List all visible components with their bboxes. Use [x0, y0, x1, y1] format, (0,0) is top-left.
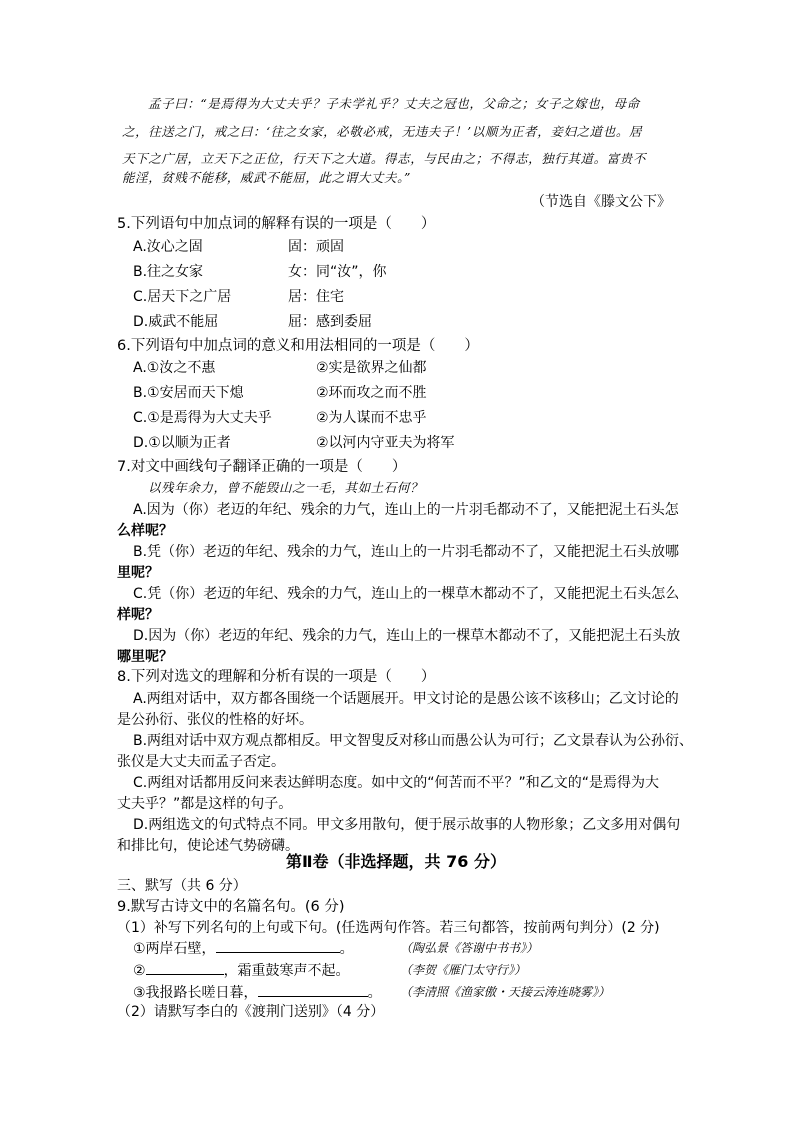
q8-option-c-line-1: C.两组对话都用反问来表达鲜明态度。如中文的“何苦而不平？”和乙文的“是焉得为大 — [133, 775, 659, 791]
q6-option-b-1: B.①安居而天下熄 — [133, 385, 244, 401]
q5-option-c-explain: 居：住宅 — [288, 289, 344, 305]
q7-option-a-line-1: A.因为（你）老迈的年纪、残余的力气，连山上的一片羽毛都动不了，又能把泥土石头怎 — [133, 502, 679, 518]
q6-option-d-1: D.①以顺为正者 — [133, 435, 231, 451]
q5-option-b-explain: 女：同“汝”，你 — [288, 264, 387, 280]
q7-option-c-line-1: C.凭（你）老迈的年纪、残余的力气，连山上的一棵草木都动不了，又能把泥土石头怎么 — [133, 586, 680, 602]
q6-option-d-2: ②以河内守亚夫为将军 — [316, 435, 455, 451]
q9-item-1 — [133, 938, 354, 959]
q9-item-2-pre: ② — [133, 963, 146, 979]
q5-option-a-explain: 固：顽固 — [288, 239, 344, 255]
q7-stem: 7.对文中画线句子翻译正确的一项是（ ） — [117, 459, 407, 475]
q8-stem: 8.下列对选文的理解和分析有误的一项是（ ） — [117, 669, 436, 685]
q6-option-c-2: ②为人谋而不忠乎 — [316, 410, 427, 426]
q8-option-b-line-2: 张仪是大丈夫而孟子否定。 — [117, 754, 285, 770]
q9-item-2-post: ，霜重鼓寒声不起。 — [223, 963, 350, 979]
q5-option-d-explain: 屈：感到委屈 — [288, 314, 372, 330]
q9-item-1-blank[interactable] — [216, 938, 340, 953]
passage-line-4: 能淫，贫贱不能移，威武不能屈，此之谓大丈夫。” — [122, 170, 411, 185]
q9-item-2-blank[interactable] — [146, 960, 224, 975]
q9-item-1-source: （陶弘景《答谢中书书》） — [400, 941, 539, 955]
q9-item-1-post: 。 — [339, 941, 354, 957]
q9-item-2 — [133, 960, 350, 981]
q7-option-a-line-2: 么样呢？ — [117, 523, 173, 539]
q6-option-a-1: A.①汝之不惠 — [133, 360, 216, 376]
q6-option-b-2: ②环而攻之而不胜 — [316, 385, 427, 401]
q9-item-2-source: （李贺《雁门太守行》） — [400, 963, 527, 977]
q7-quote: 以残年余力，曾不能毁山之一毛，其如土石何？ — [148, 480, 424, 495]
q6-option-a-2: ②实是欲界之仙都 — [316, 360, 427, 376]
q9-item-3-source: （李清照《渔家傲・天接云涛连晓雾》） — [400, 985, 611, 999]
q7-option-b-line-1: B.凭（你）老迈的年纪、残余的力气，连山上的一片羽毛都动不了，又能把泥土石头放哪 — [133, 544, 680, 560]
section-three-heading: 三、默写（共 6 分） — [117, 878, 247, 894]
q5-stem: 5.下列语句中加点词的解释有误的一项是（ ） — [117, 216, 436, 232]
q9-item-3-blank[interactable] — [258, 982, 368, 997]
q9-sub2: （2）请默写李白的《渡荆门送别》（4 分） — [117, 1004, 385, 1020]
q8-option-a-line-2: 是公孙衍、张仪的性格的好坏。 — [117, 712, 313, 728]
q9-item-3 — [133, 982, 382, 1003]
q5-option-a: A.汝心之固 — [133, 239, 203, 255]
q7-option-d-line-2: 哪里呢？ — [117, 649, 173, 665]
q9-item-3-pre: ③我报路长嗟日暮， — [133, 985, 258, 1001]
q5-option-d: D.威武不能屈 — [133, 314, 219, 330]
q5-option-b: B.往之女家 — [133, 264, 204, 280]
q9-stem: 9.默写古诗文中的名篇名句。(6 分) — [117, 899, 345, 915]
q8-option-a-line-1: A.两组对话中，双方都各围绕一个话题展开。甲文讨论的是愚公该不该移山；乙文讨论的 — [133, 691, 679, 707]
part-two-heading: 第Ⅱ卷（非选择题，共 76 分） — [286, 852, 506, 871]
q7-option-b-line-2: 里呢？ — [117, 565, 159, 581]
q8-option-d-line-1: D.两组选文的句式特点不同。甲文多用散句，便于展示故事的人物形象；乙文多用对偶句 — [133, 817, 681, 833]
q6-option-c-1: C.①是焉得为大丈夫乎 — [133, 410, 272, 426]
q9-sub1: （1）补写下列名句的上句或下句。(任选两句作答。若三句都答，按前两句判分）(2 分) — [117, 920, 660, 936]
passage-line-1: 孟子曰：“是焉得为大丈夫乎？子未学礼乎？丈夫之冠也，父命之；女子之嫁也，母命 — [148, 96, 640, 111]
q6-stem: 6.下列语句中加点词的意义和用法相同的一项是（ ） — [117, 338, 479, 354]
q8-option-b-line-1: B.两组对话中双方观点都相反。甲文智叟反对移山而愚公认为可行；乙文景春认为公孙衍、 — [133, 733, 694, 749]
q8-option-d-line-2: 和排比句，使论述气势磅礴。 — [117, 838, 299, 854]
passage-source: （节选自《滕文公下》 — [531, 194, 671, 210]
passage-line-3: 天下之广居，立天下之正位，行天下之大道。得志，与民由之；不得志，独行其道。富贵不 — [122, 151, 647, 166]
q8-option-c-line-2: 丈夫乎？”都是这样的句子。 — [117, 796, 293, 812]
q9-item-3-post: 。 — [367, 985, 382, 1001]
q9-item-1-pre: ①两岸石壁， — [133, 941, 216, 957]
q7-option-d-line-1: D.因为（你）老迈的年纪、残余的力气，连山上的一棵草木都动不了，又能把泥土石头放 — [133, 628, 681, 644]
q5-option-c: C.居天下之广居 — [133, 289, 232, 305]
passage-line-2: 之，往送之门，戒之曰：‘往之女家，必敬必戒，无违夫子！’以顺为正者，妾妇之道也。居 — [122, 124, 643, 139]
q7-option-c-line-2: 样呢？ — [117, 607, 159, 623]
